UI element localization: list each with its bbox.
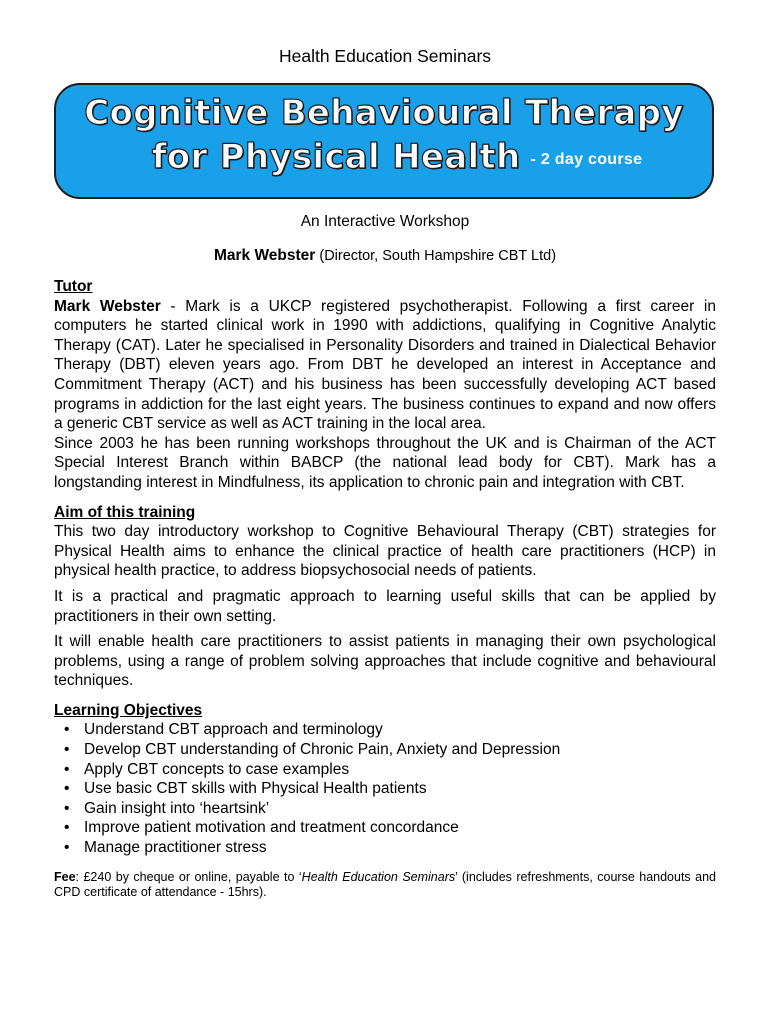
presenter-role: (Director, South Hampshire CBT Ltd): [319, 248, 557, 264]
course-title-text: for Physical Health: [151, 137, 521, 177]
tutor-bio-paragraph-1: [54, 297, 716, 434]
tutor-heading: Tutor: [54, 278, 93, 295]
main-content: [54, 277, 716, 901]
course-title-line-2: [56, 137, 712, 177]
presenter-name: Mark Webster: [213, 247, 316, 264]
title-banner: [54, 83, 714, 199]
list-item: • Gain insight into ‘heartsink’: [84, 799, 716, 819]
aim-paragraph-1: This two day introductory workshop to Cognitive Behavioural Therapy (CBT) strategies for Physical Health aims to enhance the clinical practice of health care practitioners (HCP) in physical health practice, to address biopsychosocial needs of patients.: [54, 523, 716, 580]
course-length: - 2 day course: [530, 151, 643, 168]
tutor-bio-paragraph-2: Since 2003 he has been running workshops throughout the UK and is Chairman of the ACT Special Interest Branch within BABCP (the national lead body for CBT). Mark has a longstanding interest in Mindfulness, its application to chronic pain and integration with CBT.: [54, 434, 716, 491]
aim-paragraph-3: It will enable health care practitioners to assist patients in managing their own psychological problems, using a range of problem solving approaches that include cognitive and behavioural techniques.: [54, 633, 716, 690]
course-title-line-1: Cognitive Behavioural Therapy: [84, 93, 684, 133]
list-item: • Develop CBT understanding of Chronic Pain, Anxiety and Depression: [84, 740, 716, 760]
fee-text-before: : £240 by cheque or online, payable to ‘: [75, 869, 302, 884]
list-item: • Manage practitioner stress: [84, 838, 716, 858]
list-item: • Use basic CBT skills with Physical Health patients: [84, 779, 716, 799]
organization-name: Health Education Seminars: [278, 46, 492, 66]
objectives-heading: Learning Objectives: [54, 701, 203, 719]
fee-text-after: ’ (includes refreshments, course handouts and CPD certificate of attendance - 15hrs).: [54, 869, 716, 900]
fee-payee: Health Education Seminars: [301, 869, 456, 884]
tutor-name: Mark Webster: [54, 297, 161, 315]
workshop-subtitle: An Interactive Workshop: [300, 213, 470, 230]
tutor-bio-text-1: - Mark is a UKCP registered psychotherapist. Following a first career in computers he started clinical work in 1990 with addictions, qualifying in Cognitive Analytic Therapy (CAT). Later he specialised in Personality Disorders and trained in Dialectical Behavior Therapy (DBT) eleven years ago. From DBT he developed an interest in Acceptance and Commitment Therapy (ACT) and his business has been successfully developing ACT based programs in addiction for the last eight years. The business continues to expand and now offers a generic CBT service as well as ACT training in the local area.: [54, 297, 716, 433]
list-item: • Apply CBT concepts to case examples: [84, 760, 716, 780]
fee-note: [54, 870, 716, 901]
list-item: • Understand CBT approach and terminology: [84, 720, 716, 740]
objectives-list: [54, 720, 716, 857]
aim-heading: Aim of this training: [54, 503, 196, 521]
list-item: • Improve patient motivation and treatment concordance: [84, 818, 716, 838]
aim-paragraph-2: It is a practical and pragmatic approach to learning useful skills that can be applied by practitioners in their own setting.: [54, 587, 716, 625]
fee-label: Fee: [54, 869, 76, 884]
presenter-line: [0, 247, 770, 265]
